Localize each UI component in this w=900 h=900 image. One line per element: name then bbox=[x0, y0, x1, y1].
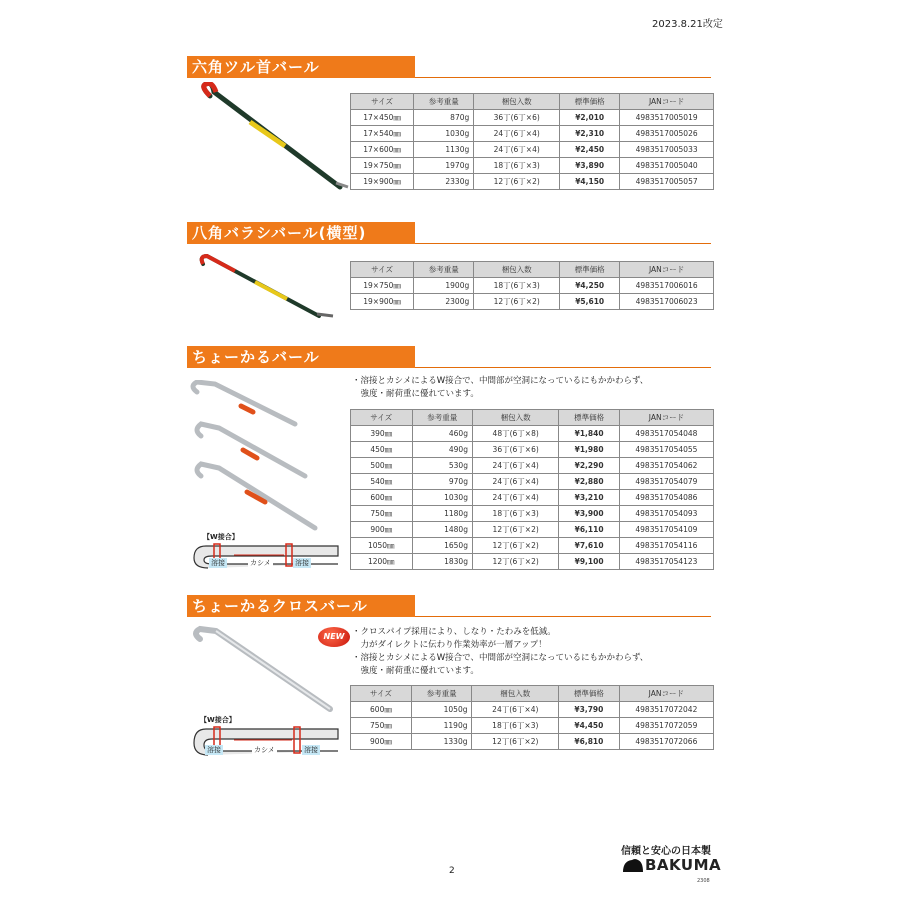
cell-jan: 4983517072059 bbox=[619, 718, 713, 734]
cell-jan: 4983517005040 bbox=[620, 158, 714, 174]
cell-price: ¥4,250 bbox=[560, 278, 620, 294]
cross-bar-joint-diagram bbox=[188, 725, 348, 763]
cell-size: 600㎜ bbox=[351, 702, 412, 718]
cell-size: 450㎜ bbox=[351, 442, 413, 458]
cell-size: 19×900㎜ bbox=[351, 174, 414, 190]
bear-logo-icon bbox=[622, 857, 644, 873]
col-header-pack: 梱包入数 bbox=[474, 94, 560, 110]
cell-size: 17×540㎜ bbox=[351, 126, 414, 142]
table-row bbox=[351, 474, 714, 490]
cell-price: ¥1,840 bbox=[559, 426, 619, 442]
table-row bbox=[351, 442, 714, 458]
table-row bbox=[351, 734, 714, 750]
cell-weight: 1180g bbox=[412, 506, 472, 522]
description-line: ・クロスパイプ採用により、しなり・たわみを低減。 bbox=[352, 627, 556, 637]
col-header-price: 標準価格 bbox=[559, 410, 619, 426]
section-title-hex-bar bbox=[187, 56, 711, 78]
cell-price: ¥5,610 bbox=[560, 294, 620, 310]
cell-weight: 1030g bbox=[412, 490, 472, 506]
col-header-size: サイズ bbox=[351, 410, 413, 426]
description-line: 強度・耐荷重に優れています。 bbox=[352, 389, 479, 399]
new-badge: NEW bbox=[318, 627, 350, 647]
oct-bar-image bbox=[195, 252, 345, 322]
col-header-jan: JANコード bbox=[620, 262, 714, 278]
cell-pack: 18丁(6丁×3) bbox=[474, 278, 560, 294]
table-row bbox=[351, 554, 714, 570]
col-header-weight: 参考重量 bbox=[411, 686, 472, 702]
cell-size: 750㎜ bbox=[351, 506, 413, 522]
table-row bbox=[351, 426, 714, 442]
cell-jan: 4983517054093 bbox=[619, 506, 713, 522]
cell-size: 17×600㎜ bbox=[351, 142, 414, 158]
section-title-chokaru-cross-bar bbox=[187, 595, 711, 617]
cell-price: ¥2,880 bbox=[559, 474, 619, 490]
cell-weight: 1030g bbox=[414, 126, 474, 142]
cell-size: 19×750㎜ bbox=[351, 158, 414, 174]
w-joint-title: 【W接合】 bbox=[203, 533, 239, 541]
table-row bbox=[351, 458, 714, 474]
cell-pack: 36丁(6丁×6) bbox=[472, 442, 558, 458]
spec-table-chokaru-bar bbox=[350, 409, 714, 570]
cell-size: 750㎜ bbox=[351, 718, 412, 734]
col-header-pack: 梱包入数 bbox=[474, 262, 560, 278]
cell-pack: 24丁(6丁×4) bbox=[472, 474, 558, 490]
hex-bar-image bbox=[190, 82, 355, 192]
cell-pack: 12丁(6丁×2) bbox=[472, 734, 559, 750]
cell-jan: 4983517072066 bbox=[619, 734, 713, 750]
cell-size: 17×450㎜ bbox=[351, 110, 414, 126]
cell-weight: 2330g bbox=[414, 174, 474, 190]
cell-weight: 1650g bbox=[412, 538, 472, 554]
col-header-jan: JANコード bbox=[619, 686, 713, 702]
cell-weight: 1330g bbox=[411, 734, 472, 750]
cell-price: ¥2,290 bbox=[559, 458, 619, 474]
cell-weight: 1900g bbox=[414, 278, 474, 294]
cell-weight: 1830g bbox=[412, 554, 472, 570]
cell-size: 1200㎜ bbox=[351, 554, 413, 570]
cell-weight: 1130g bbox=[414, 142, 474, 158]
spec-table-oct-bar bbox=[350, 261, 714, 310]
table-header-row bbox=[351, 686, 714, 702]
revision-date: 2023.8.21改定 bbox=[652, 19, 723, 30]
description-line: 力がダイレクトに伝わり作業効率が一層アップ！ bbox=[352, 640, 547, 650]
cell-size: 390㎜ bbox=[351, 426, 413, 442]
section-title-label: 六角ツル首バール bbox=[187, 56, 415, 78]
table-row bbox=[351, 506, 714, 522]
cell-weight: 1480g bbox=[412, 522, 472, 538]
table-header-row bbox=[351, 410, 714, 426]
cell-price: ¥7,610 bbox=[559, 538, 619, 554]
col-header-pack: 梱包入数 bbox=[472, 410, 558, 426]
cell-pack: 12丁(6丁×2) bbox=[472, 538, 558, 554]
cell-pack: 18丁(6丁×3) bbox=[472, 718, 559, 734]
cell-weight: 530g bbox=[412, 458, 472, 474]
cross-bar-image bbox=[190, 625, 340, 715]
cell-pack: 12丁(6丁×2) bbox=[474, 174, 560, 190]
joint-label-weld-right: 溶接 bbox=[295, 559, 309, 567]
table-row bbox=[351, 702, 714, 718]
cell-weight: 1970g bbox=[414, 158, 474, 174]
cell-pack: 24丁(6丁×4) bbox=[472, 458, 558, 474]
cell-size: 1050㎜ bbox=[351, 538, 413, 554]
section-title-label: 八角バラシバール(横型) bbox=[187, 222, 415, 244]
cell-weight: 1190g bbox=[411, 718, 472, 734]
table-header-row bbox=[351, 262, 714, 278]
table-row bbox=[351, 522, 714, 538]
cell-jan: 4983517005019 bbox=[620, 110, 714, 126]
table-row bbox=[351, 294, 714, 310]
col-header-size: サイズ bbox=[351, 262, 414, 278]
section-title-oct-bar bbox=[187, 222, 711, 244]
table-row bbox=[351, 142, 714, 158]
section-title-label: ちょーかるバール bbox=[187, 346, 415, 368]
cell-weight: 490g bbox=[412, 442, 472, 458]
col-header-price: 標準価格 bbox=[560, 262, 620, 278]
col-header-size: サイズ bbox=[351, 94, 414, 110]
page-number: 2 bbox=[449, 866, 455, 876]
table-row bbox=[351, 278, 714, 294]
table-row bbox=[351, 490, 714, 506]
cell-pack: 18丁(6丁×3) bbox=[474, 158, 560, 174]
cell-size: 540㎜ bbox=[351, 474, 413, 490]
cell-price: ¥2,310 bbox=[560, 126, 620, 142]
col-header-price: 標準価格 bbox=[559, 686, 620, 702]
col-header-weight: 参考重量 bbox=[414, 94, 474, 110]
cell-size: 600㎜ bbox=[351, 490, 413, 506]
cell-weight: 2300g bbox=[414, 294, 474, 310]
cell-price: ¥4,450 bbox=[559, 718, 620, 734]
joint-label-caulk: カシメ bbox=[254, 746, 275, 754]
chokaru-bar-image bbox=[185, 380, 345, 540]
cell-jan: 4983517054055 bbox=[619, 442, 713, 458]
joint-label-weld-right: 溶接 bbox=[304, 746, 318, 754]
cell-pack: 24丁(6丁×4) bbox=[474, 126, 560, 142]
cell-jan: 4983517005026 bbox=[620, 126, 714, 142]
cell-weight: 870g bbox=[414, 110, 474, 126]
cell-price: ¥9,100 bbox=[559, 554, 619, 570]
cell-price: ¥2,010 bbox=[560, 110, 620, 126]
col-header-weight: 参考重量 bbox=[412, 410, 472, 426]
cell-jan: 4983517006016 bbox=[620, 278, 714, 294]
cell-size: 900㎜ bbox=[351, 734, 412, 750]
cell-price: ¥3,210 bbox=[559, 490, 619, 506]
section-title-label: ちょーかるクロスバール bbox=[187, 595, 415, 617]
col-header-pack: 梱包入数 bbox=[472, 686, 559, 702]
cell-size: 19×900㎜ bbox=[351, 294, 414, 310]
cell-price: ¥3,790 bbox=[559, 702, 620, 718]
doc-code: 2308 bbox=[697, 878, 710, 884]
cell-jan: 4983517072042 bbox=[619, 702, 713, 718]
joint-label-weld-left: 溶接 bbox=[211, 559, 225, 567]
table-row bbox=[351, 718, 714, 734]
chokaru-description bbox=[352, 375, 648, 401]
col-header-jan: JANコード bbox=[619, 410, 713, 426]
cell-jan: 4983517054079 bbox=[619, 474, 713, 490]
joint-label-caulk: カシメ bbox=[250, 559, 271, 567]
spec-table-hex-bar bbox=[350, 93, 714, 190]
cell-jan: 4983517005057 bbox=[620, 174, 714, 190]
cell-pack: 24丁(6丁×4) bbox=[472, 702, 559, 718]
cell-price: ¥6,110 bbox=[559, 522, 619, 538]
cell-pack: 24丁(6丁×4) bbox=[474, 142, 560, 158]
cell-price: ¥3,900 bbox=[559, 506, 619, 522]
table-header-row bbox=[351, 94, 714, 110]
description-line: ・溶接とカシメによるW接合で、中間部が空洞になっているにもかかわらず、 bbox=[352, 653, 649, 663]
spec-table-cross-bar bbox=[350, 685, 714, 750]
section-title-chokaru-bar bbox=[187, 346, 711, 368]
cell-jan: 4983517054062 bbox=[619, 458, 713, 474]
col-header-jan: JANコード bbox=[620, 94, 714, 110]
cell-pack: 12丁(6丁×2) bbox=[472, 522, 558, 538]
cross-bar-description bbox=[352, 626, 648, 678]
cell-jan: 4983517006023 bbox=[620, 294, 714, 310]
cell-pack: 48丁(6丁×8) bbox=[472, 426, 558, 442]
table-row bbox=[351, 538, 714, 554]
cell-jan: 4983517054086 bbox=[619, 490, 713, 506]
joint-label-weld-left: 溶接 bbox=[207, 746, 221, 754]
table-row bbox=[351, 126, 714, 142]
description-line: 強度・耐荷重に優れています。 bbox=[352, 666, 479, 676]
cell-jan: 4983517054048 bbox=[619, 426, 713, 442]
brand-logo: BAKUMA bbox=[645, 856, 722, 874]
cell-jan: 4983517054123 bbox=[619, 554, 713, 570]
table-row bbox=[351, 174, 714, 190]
w-joint-title: 【W接合】 bbox=[200, 716, 236, 724]
cell-price: ¥4,150 bbox=[560, 174, 620, 190]
description-line: ・溶接とカシメによるW接合で、中間部が空洞になっているにもかかわらず、 bbox=[352, 376, 649, 386]
cell-weight: 1050g bbox=[411, 702, 472, 718]
col-header-price: 標準価格 bbox=[560, 94, 620, 110]
brand-tagline: 信頼と安心の日本製 bbox=[621, 846, 711, 857]
cell-jan: 4983517054116 bbox=[619, 538, 713, 554]
cell-price: ¥1,980 bbox=[559, 442, 619, 458]
cell-price: ¥6,810 bbox=[559, 734, 620, 750]
cell-weight: 970g bbox=[412, 474, 472, 490]
cell-weight: 460g bbox=[412, 426, 472, 442]
cell-jan: 4983517005033 bbox=[620, 142, 714, 158]
cell-size: 19×750㎜ bbox=[351, 278, 414, 294]
cell-jan: 4983517054109 bbox=[619, 522, 713, 538]
cell-size: 500㎜ bbox=[351, 458, 413, 474]
cell-price: ¥2,450 bbox=[560, 142, 620, 158]
table-row bbox=[351, 110, 714, 126]
table-row bbox=[351, 158, 714, 174]
cell-pack: 18丁(6丁×3) bbox=[472, 506, 558, 522]
cell-pack: 12丁(6丁×2) bbox=[474, 294, 560, 310]
cell-pack: 24丁(6丁×4) bbox=[472, 490, 558, 506]
col-header-size: サイズ bbox=[351, 686, 412, 702]
cell-size: 900㎜ bbox=[351, 522, 413, 538]
cell-pack: 36丁(6丁×6) bbox=[474, 110, 560, 126]
col-header-weight: 参考重量 bbox=[414, 262, 474, 278]
cell-price: ¥3,890 bbox=[560, 158, 620, 174]
cell-pack: 12丁(6丁×2) bbox=[472, 554, 558, 570]
